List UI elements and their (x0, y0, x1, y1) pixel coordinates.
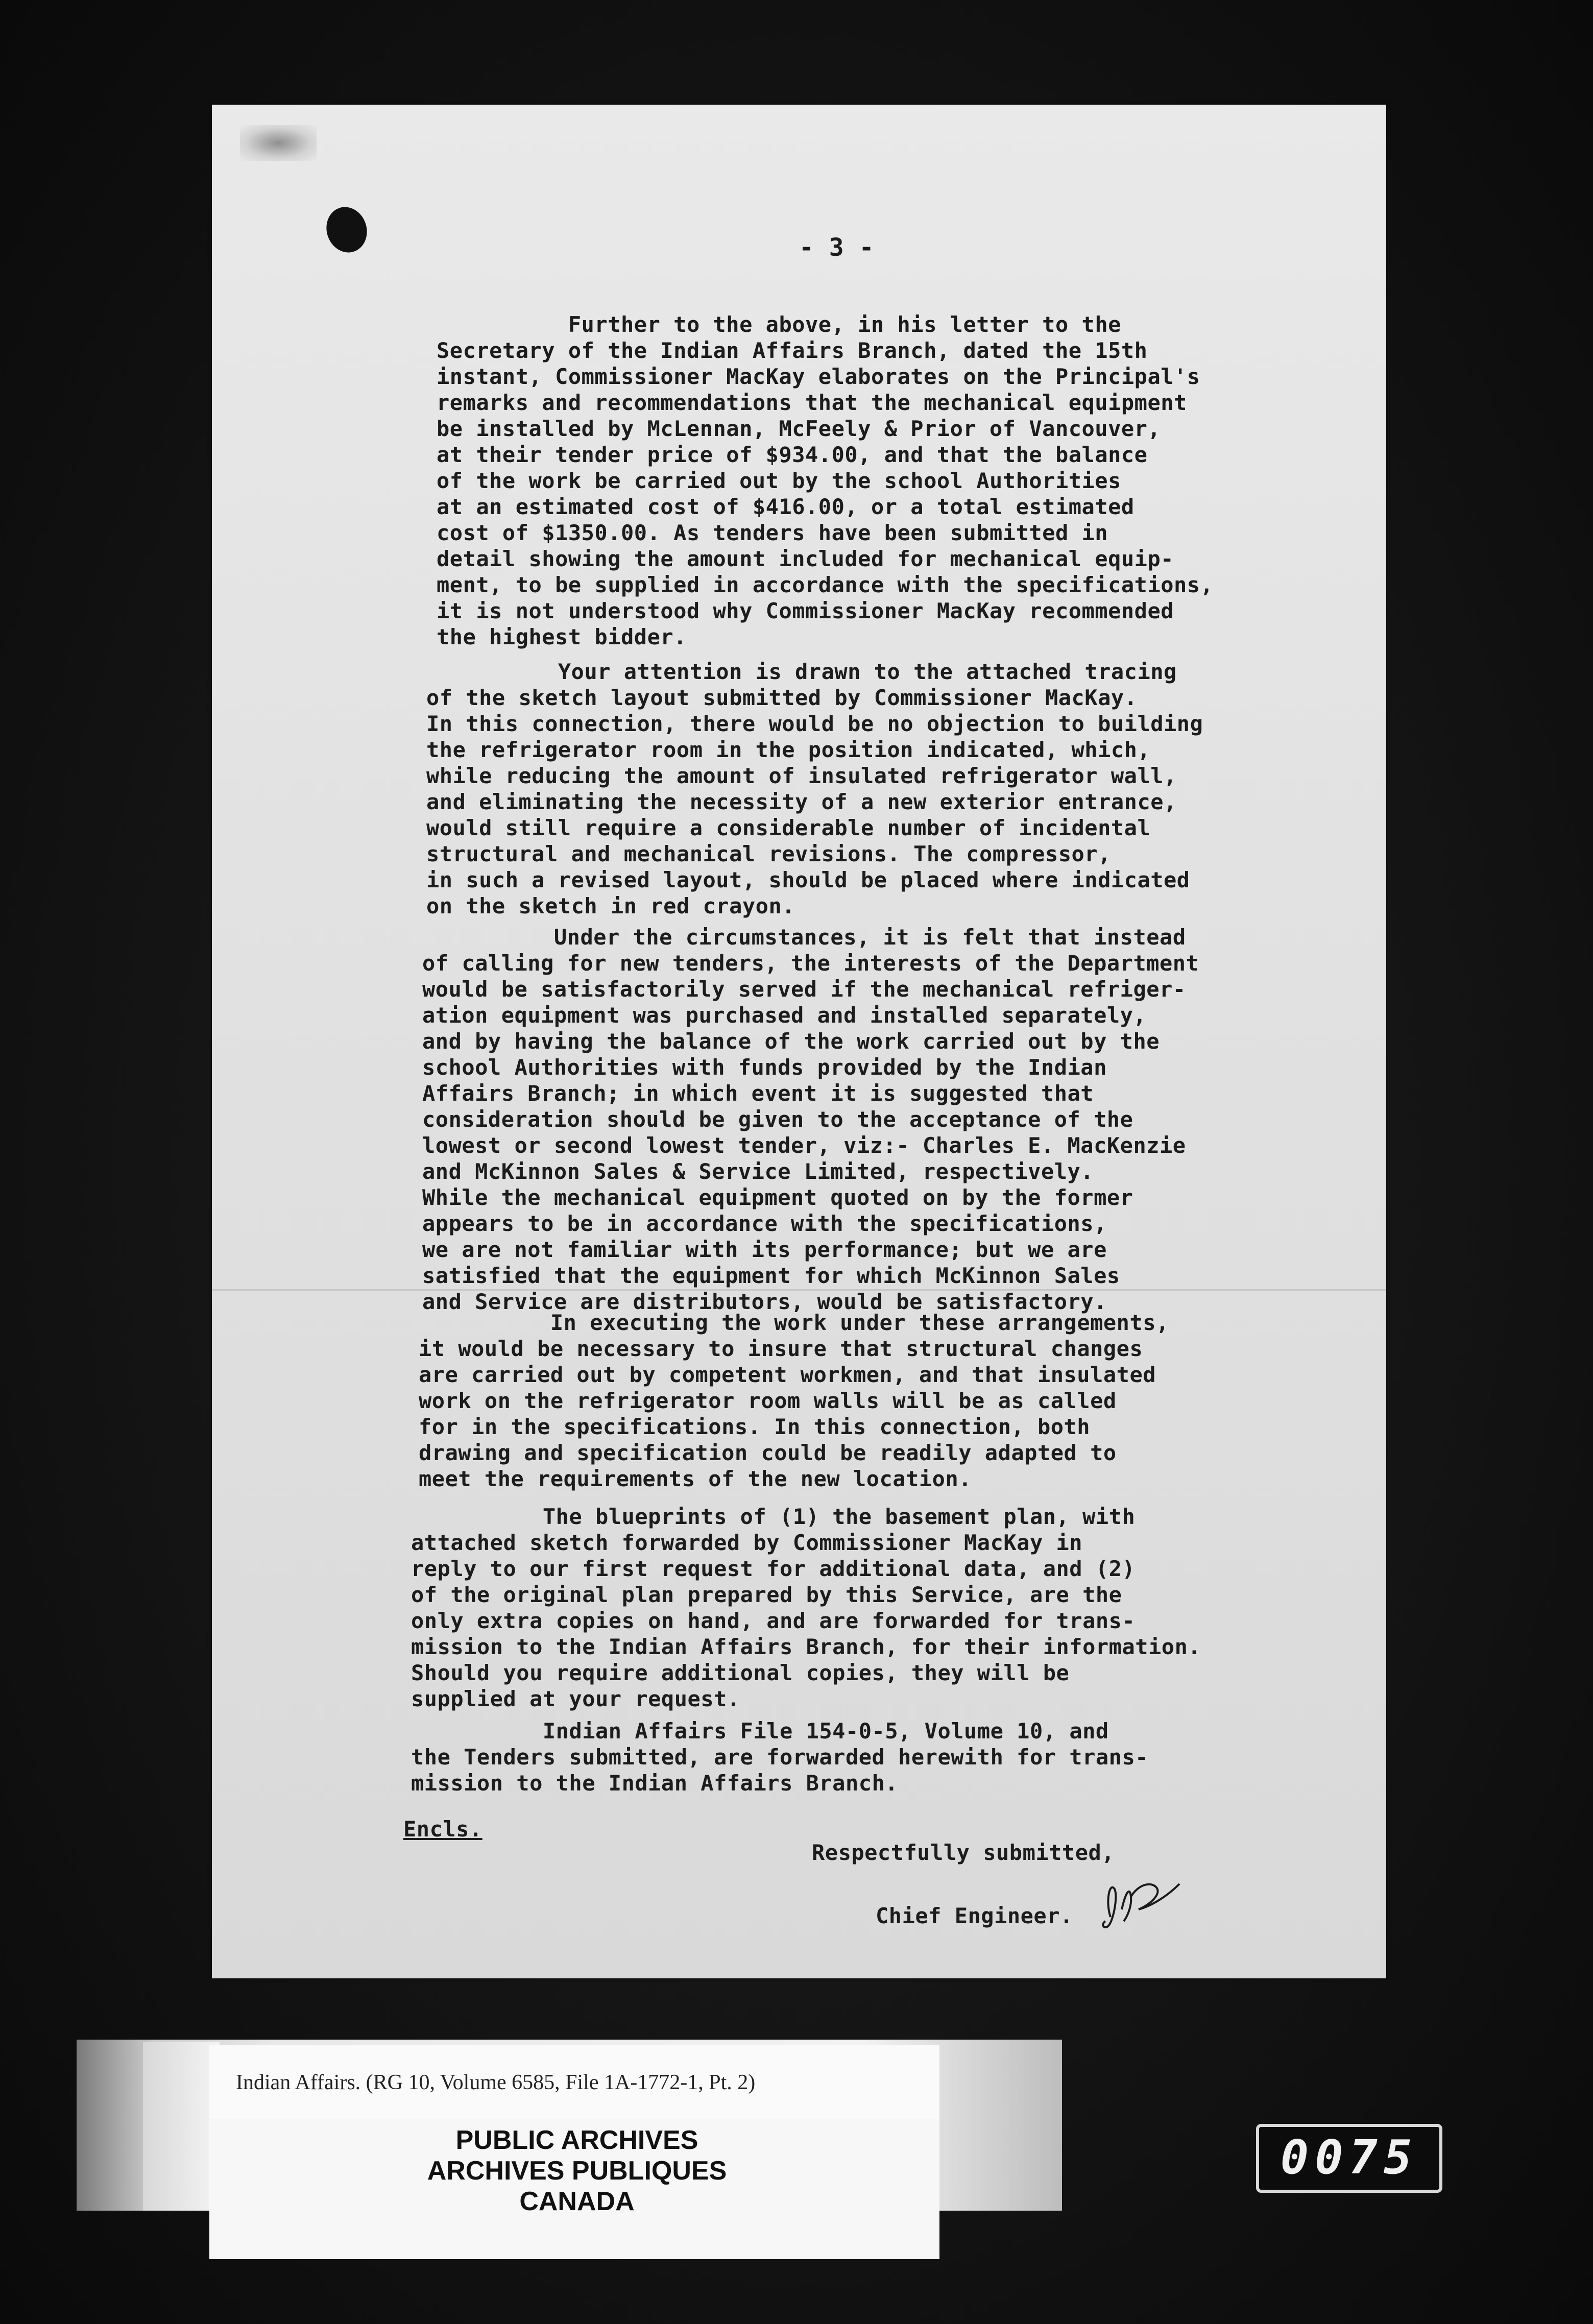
handwritten-initials (1090, 1861, 1192, 1932)
frame-counter-value: 0075 (1280, 2130, 1418, 2185)
punch-hole (321, 202, 373, 258)
signature-title: Chief Engineer. (876, 1903, 1073, 1928)
archive-reference: Indian Affairs. (RG 10, Volume 6585, File 1A-1772-1, Pt. 2) (236, 2071, 756, 2094)
closing-text: Respectfully submitted, (812, 1840, 1115, 1865)
frame-counter (1256, 2124, 1442, 2193)
archive-slip-edge (143, 2042, 220, 2211)
archive-stamp (357, 2125, 796, 2217)
ink-smudge (240, 125, 317, 161)
archive-line-1: PUBLIC ARCHIVES (455, 2125, 698, 2155)
paragraph-5: The blueprints of (1) the basement plan, with attached sketch forwarded by Commissioner MacKay in reply to our first request for additional data, and (2) of the original plan prepared by this Service, are the only extra copies on hand, and are forwarded for trans- mission to the Indian Affairs Branch, for their information. Should you require additional copies, they will be supplied at your request. (411, 1504, 1201, 1711)
paragraph-6: Indian Affairs File 154-0-5, Volume 10, and the Tenders submitted, are forwarded herewith for trans- mission to the Indian Affairs Branch. (411, 1718, 1149, 1796)
document-page (212, 105, 1386, 1978)
archive-line-3: CANADA (519, 2187, 635, 2216)
paragraph-4: In executing the work under these arrangements, it would be necessary to insure that structural changes are carried out by competent workmen, and that insulated work on the refrigerator room walls will be as called for in the specifications. In this connection, both drawing and specification could be readily adapted to meet the requirements of the new location. (419, 1310, 1169, 1491)
archive-line-2: ARCHIVES PUBLIQUES (427, 2156, 727, 2186)
paragraph-3: Under the circumstances, it is felt that instead of calling for new tenders, the interests of the Department would be satisfactorily served if the mechanical refriger- ation equipment was purchased and installed separately, and by having the balance of the work carried out by the school Authorities with funds provided by the Indian Affairs Branch; in which event it is suggested that consideration should be given to the acceptance of the lowest or second lowest tender, viz:- Charles E. MacKenzie and McKinnon Sales & Service Limited, respectively. While the mechanical equipment quoted on by the former appears to be in accordance with the specifications, we are not familiar with its performance; but we are satisfied that the equipment for which McKinnon Sales and Service are distributors, would be satisfactory. (422, 925, 1199, 1314)
enclosures-label: Encls. (403, 1817, 482, 1842)
page-number: - 3 - (799, 233, 874, 262)
paragraph-1: Further to the above, in his letter to the Secretary of the Indian Affairs Branch, dated the 15th instant, Commissioner MacKay elaborates on the Principal's remarks and recommendations that the mechanical equipment be installed by McLennan, McFeely & Prior of Vancouver, at their tender price of $934.00, and that the balance of the work be carried out by the school Authorities at an estimated cost of $416.00, or a total estimated cost of $1350.00. As tenders have been submitted in detail showing the amount included for mechanical equip- ment, to be supplied in accordance with the specifications, it is not understood why Commissioner MacKay recommended the highest bidder. (437, 312, 1214, 649)
paragraph-2: Your attention is drawn to the attached tracing of the sketch layout submitted by Commissioner MacKay. In this connection, there would be no objection to building the refrigerator room in the position indicated, which, while reducing the amount of insulated refrigerator wall, and eliminating the necessity of a new exterior entrance, would still require a considerable number of incidental structural and mechanical revisions. The compressor, in such a revised layout, should be placed where indicated on the sketch in red crayon. (426, 659, 1203, 918)
